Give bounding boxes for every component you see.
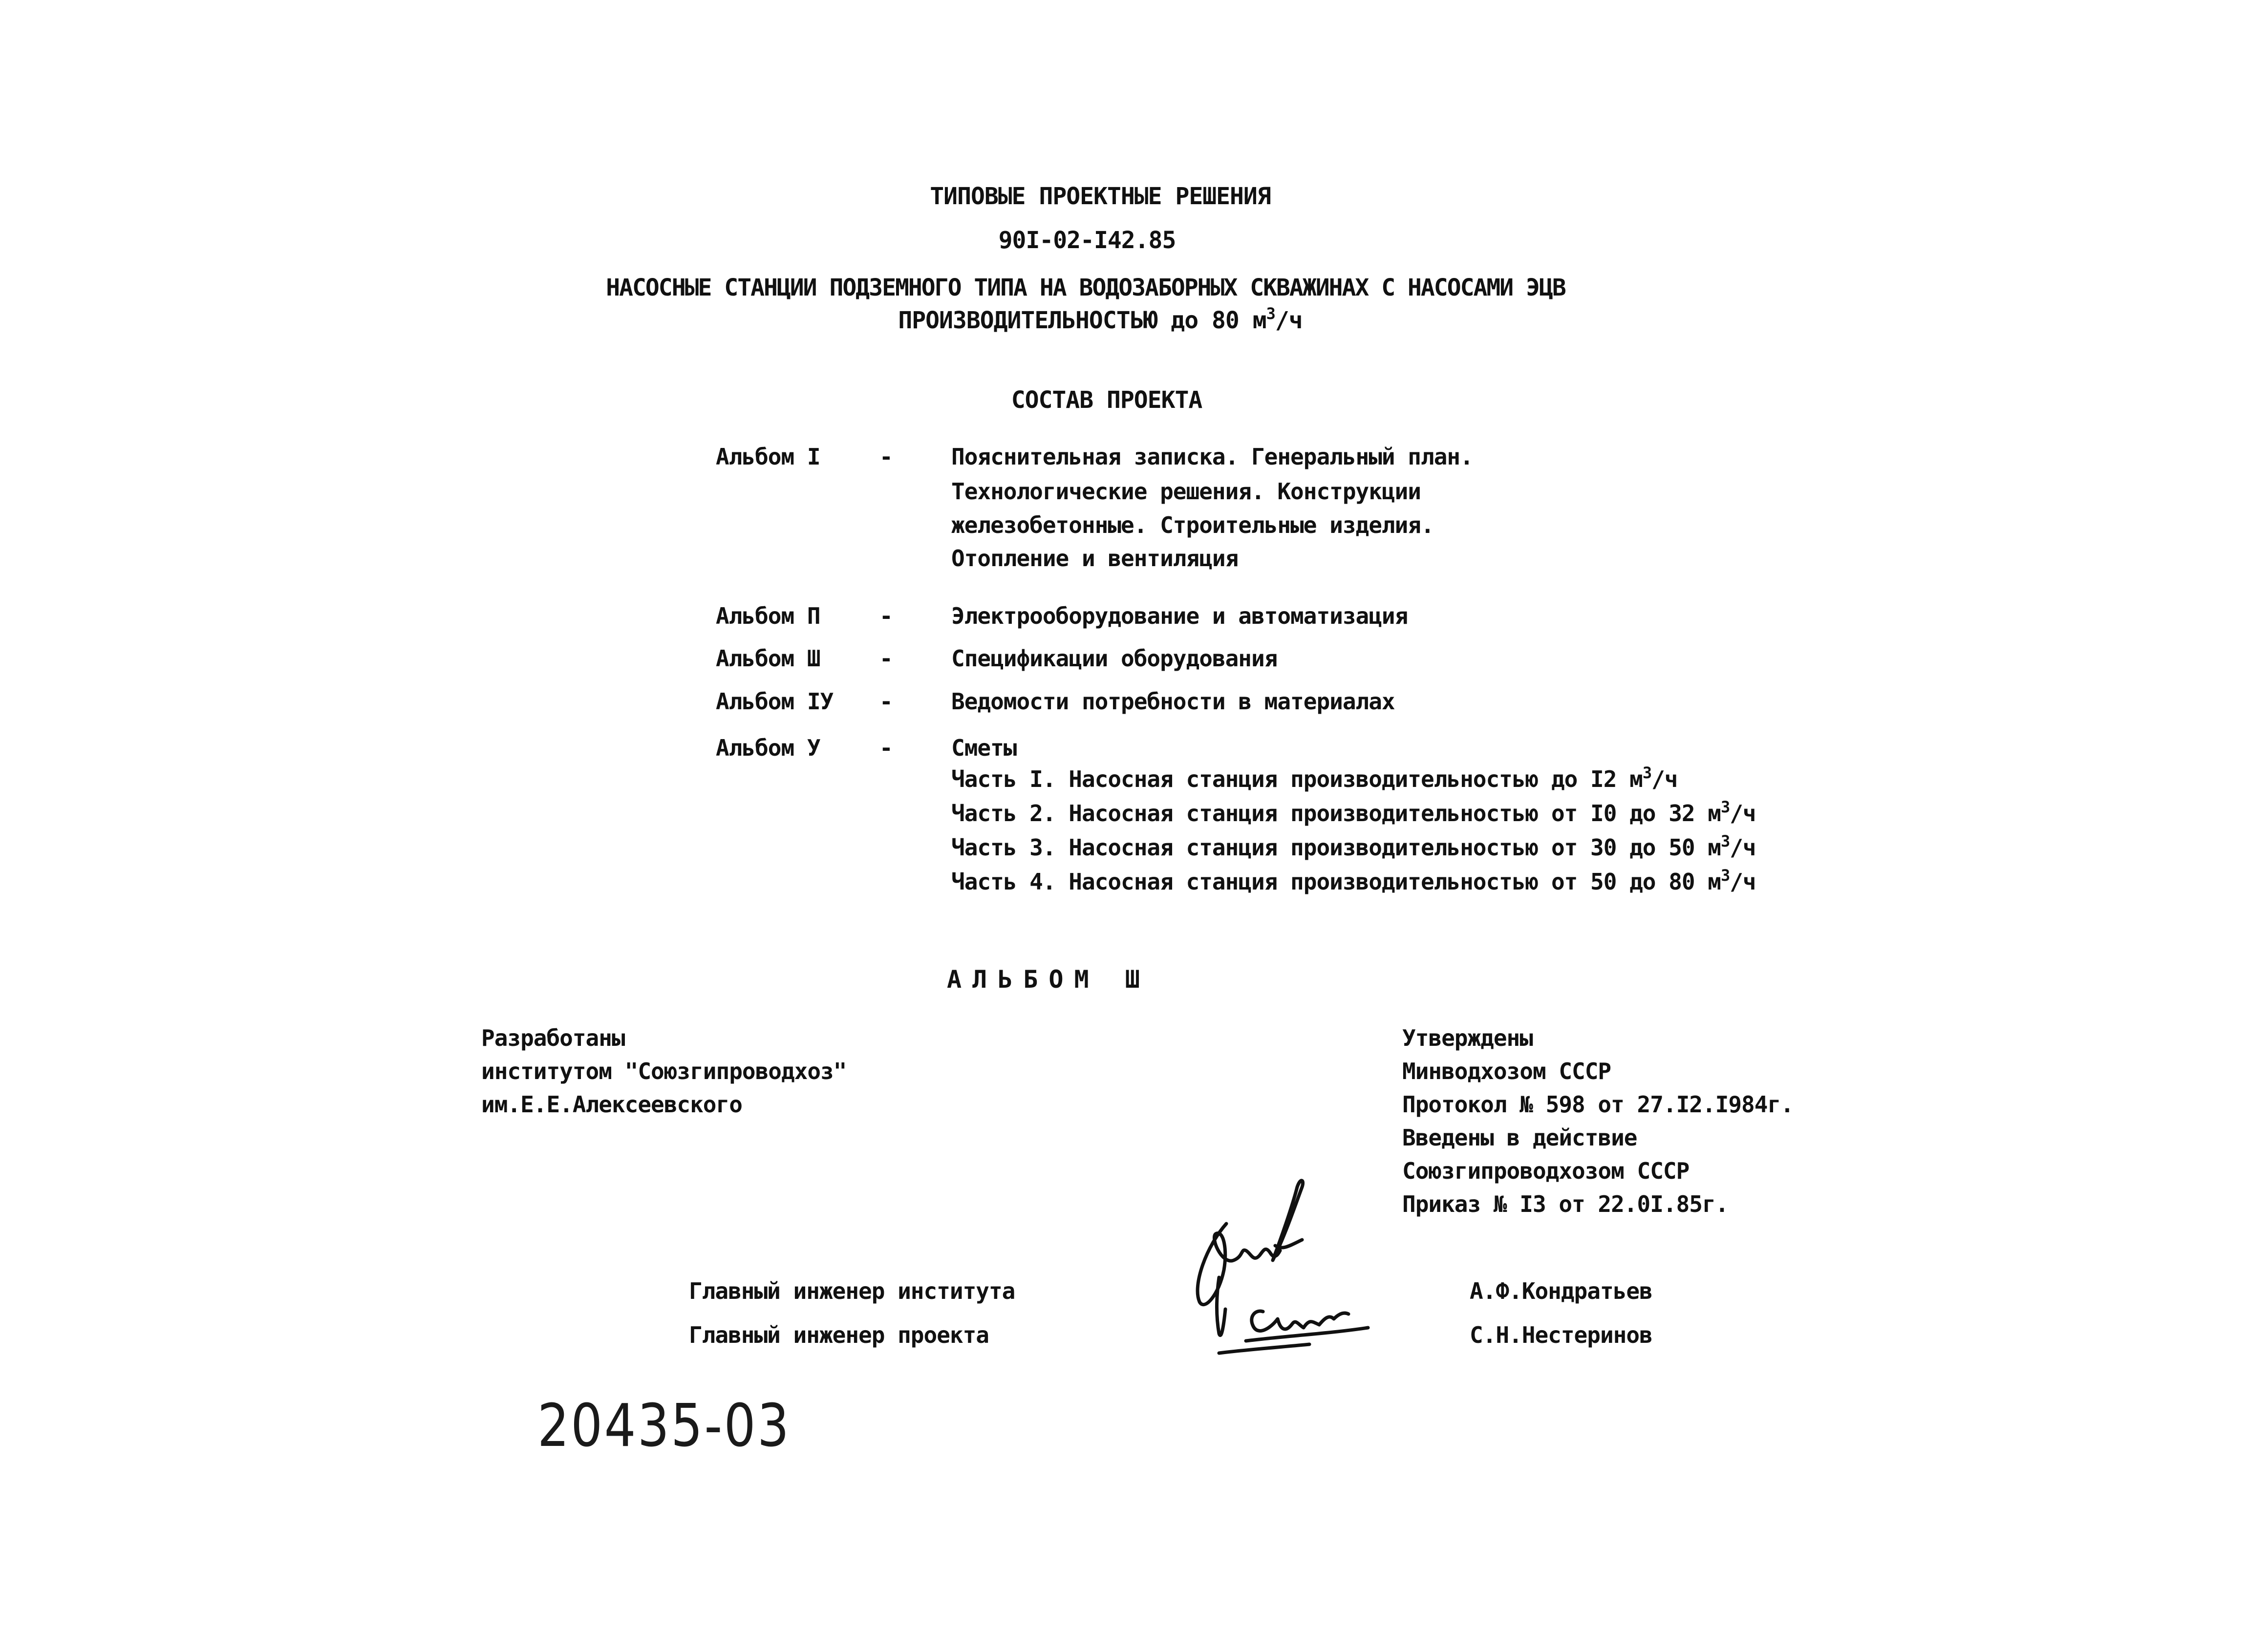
- signature-stroke: [1219, 1344, 1309, 1353]
- signatory-role: Главный инженер института: [689, 1278, 1015, 1304]
- part-unit: /ч: [1651, 766, 1678, 792]
- album-dash: -: [879, 603, 893, 629]
- handwritten-signatures: [1173, 1172, 1407, 1387]
- series-title: ТИПОВЫЕ ПРОЕКТНЫЕ РЕШЕНИЯ: [930, 183, 1271, 210]
- album-title: АЛЬБОМ Ш: [947, 965, 1151, 994]
- part-unit: /ч: [1730, 869, 1756, 895]
- album-line: Ведомости потребности в материалах: [951, 688, 1395, 715]
- album-dash: -: [879, 444, 893, 470]
- developer-line: Разработаны: [481, 1025, 625, 1051]
- project-title-line2: [898, 304, 1303, 334]
- signature-stroke: [1252, 1311, 1348, 1331]
- part-unit: /ч: [1730, 800, 1756, 827]
- album-line: Электрооборудование и автоматизация: [951, 603, 1408, 629]
- part-text: Часть 2. Насосная станция производительностью от I0 до 32 м: [951, 800, 1721, 827]
- developer-line: институтом "Союзгипроводхоз": [481, 1058, 847, 1084]
- album-label: Альбом Ш: [716, 645, 820, 672]
- part-sup: 3: [1720, 832, 1730, 850]
- album-line: железобетонные. Строительные изделия.: [951, 512, 1434, 538]
- album-label: Альбом IУ: [716, 688, 834, 715]
- album-line: Пояснительная записка. Генеральный план.: [951, 444, 1473, 470]
- inventory-number: 20435-03: [537, 1392, 791, 1460]
- signature-stroke: [1217, 1277, 1225, 1336]
- part-unit: /ч: [1730, 834, 1756, 861]
- approval-line: Утверждены: [1402, 1025, 1533, 1051]
- signature-stroke: [1198, 1224, 1280, 1305]
- title-line2-sup: 3: [1266, 304, 1275, 323]
- part-sup: 3: [1642, 763, 1652, 782]
- album-line: Технологические решения. Конструкции: [951, 478, 1421, 505]
- estimate-part: [951, 832, 1756, 861]
- part-sup: 3: [1720, 866, 1730, 885]
- project-code: 90I-02-I42.85: [998, 227, 1176, 254]
- estimate-part: [951, 798, 1756, 827]
- album-label: Альбом I: [716, 444, 820, 470]
- album-dash: -: [879, 645, 893, 672]
- signatory-name: С.Н.Нестеринов: [1470, 1322, 1652, 1348]
- composition-heading: СОСТАВ ПРОЕКТА: [1011, 386, 1202, 414]
- approval-line: Союзгипроводхозом СССР: [1402, 1158, 1690, 1184]
- signatory-role: Главный инженер проекта: [689, 1322, 989, 1348]
- part-sup: 3: [1720, 798, 1730, 816]
- approval-line: Приказ № I3 от 22.0I.85г.: [1402, 1191, 1729, 1217]
- estimate-part: [951, 763, 1678, 792]
- album-dash: -: [879, 735, 893, 761]
- signatory-name: А.Ф.Кондратьев: [1470, 1278, 1652, 1304]
- album-label: Альбом У: [716, 735, 820, 761]
- developer-line: им.Е.Е.Алексеевского: [481, 1091, 742, 1118]
- title-line2-unit: /ч: [1275, 307, 1303, 334]
- part-text: Часть I. Насосная станция производительностью до I2 м: [951, 766, 1643, 792]
- approval-line: Протокол № 598 от 27.I2.I984г.: [1402, 1091, 1794, 1118]
- title-line2-text: ПРОИЗВОДИТЕЛЬНОСТЬЮ до 80 м: [898, 307, 1266, 334]
- album-label: Альбом П: [716, 603, 820, 629]
- part-text: Часть 4. Насосная станция производительностью от 50 до 80 м: [951, 869, 1721, 895]
- album-line: Спецификации оборудования: [951, 645, 1278, 672]
- album-dash: -: [879, 688, 893, 715]
- project-title-line1: НАСОСНЫЕ СТАНЦИИ ПОДЗЕМНОГО ТИПА НА ВОДОЗАБОРНЫХ СКВАЖИНАХ С НАСОСАМИ ЭЦВ: [606, 274, 1565, 301]
- part-text: Часть 3. Насосная станция производительностью от 30 до 50 м: [951, 834, 1721, 861]
- album-line: Отопление и вентиляция: [951, 545, 1239, 572]
- approval-line: Минводхозом СССР: [1402, 1058, 1611, 1084]
- estimate-part: [951, 866, 1756, 895]
- album-line: Сметы: [951, 735, 1017, 761]
- approval-line: Введены в действие: [1402, 1124, 1637, 1151]
